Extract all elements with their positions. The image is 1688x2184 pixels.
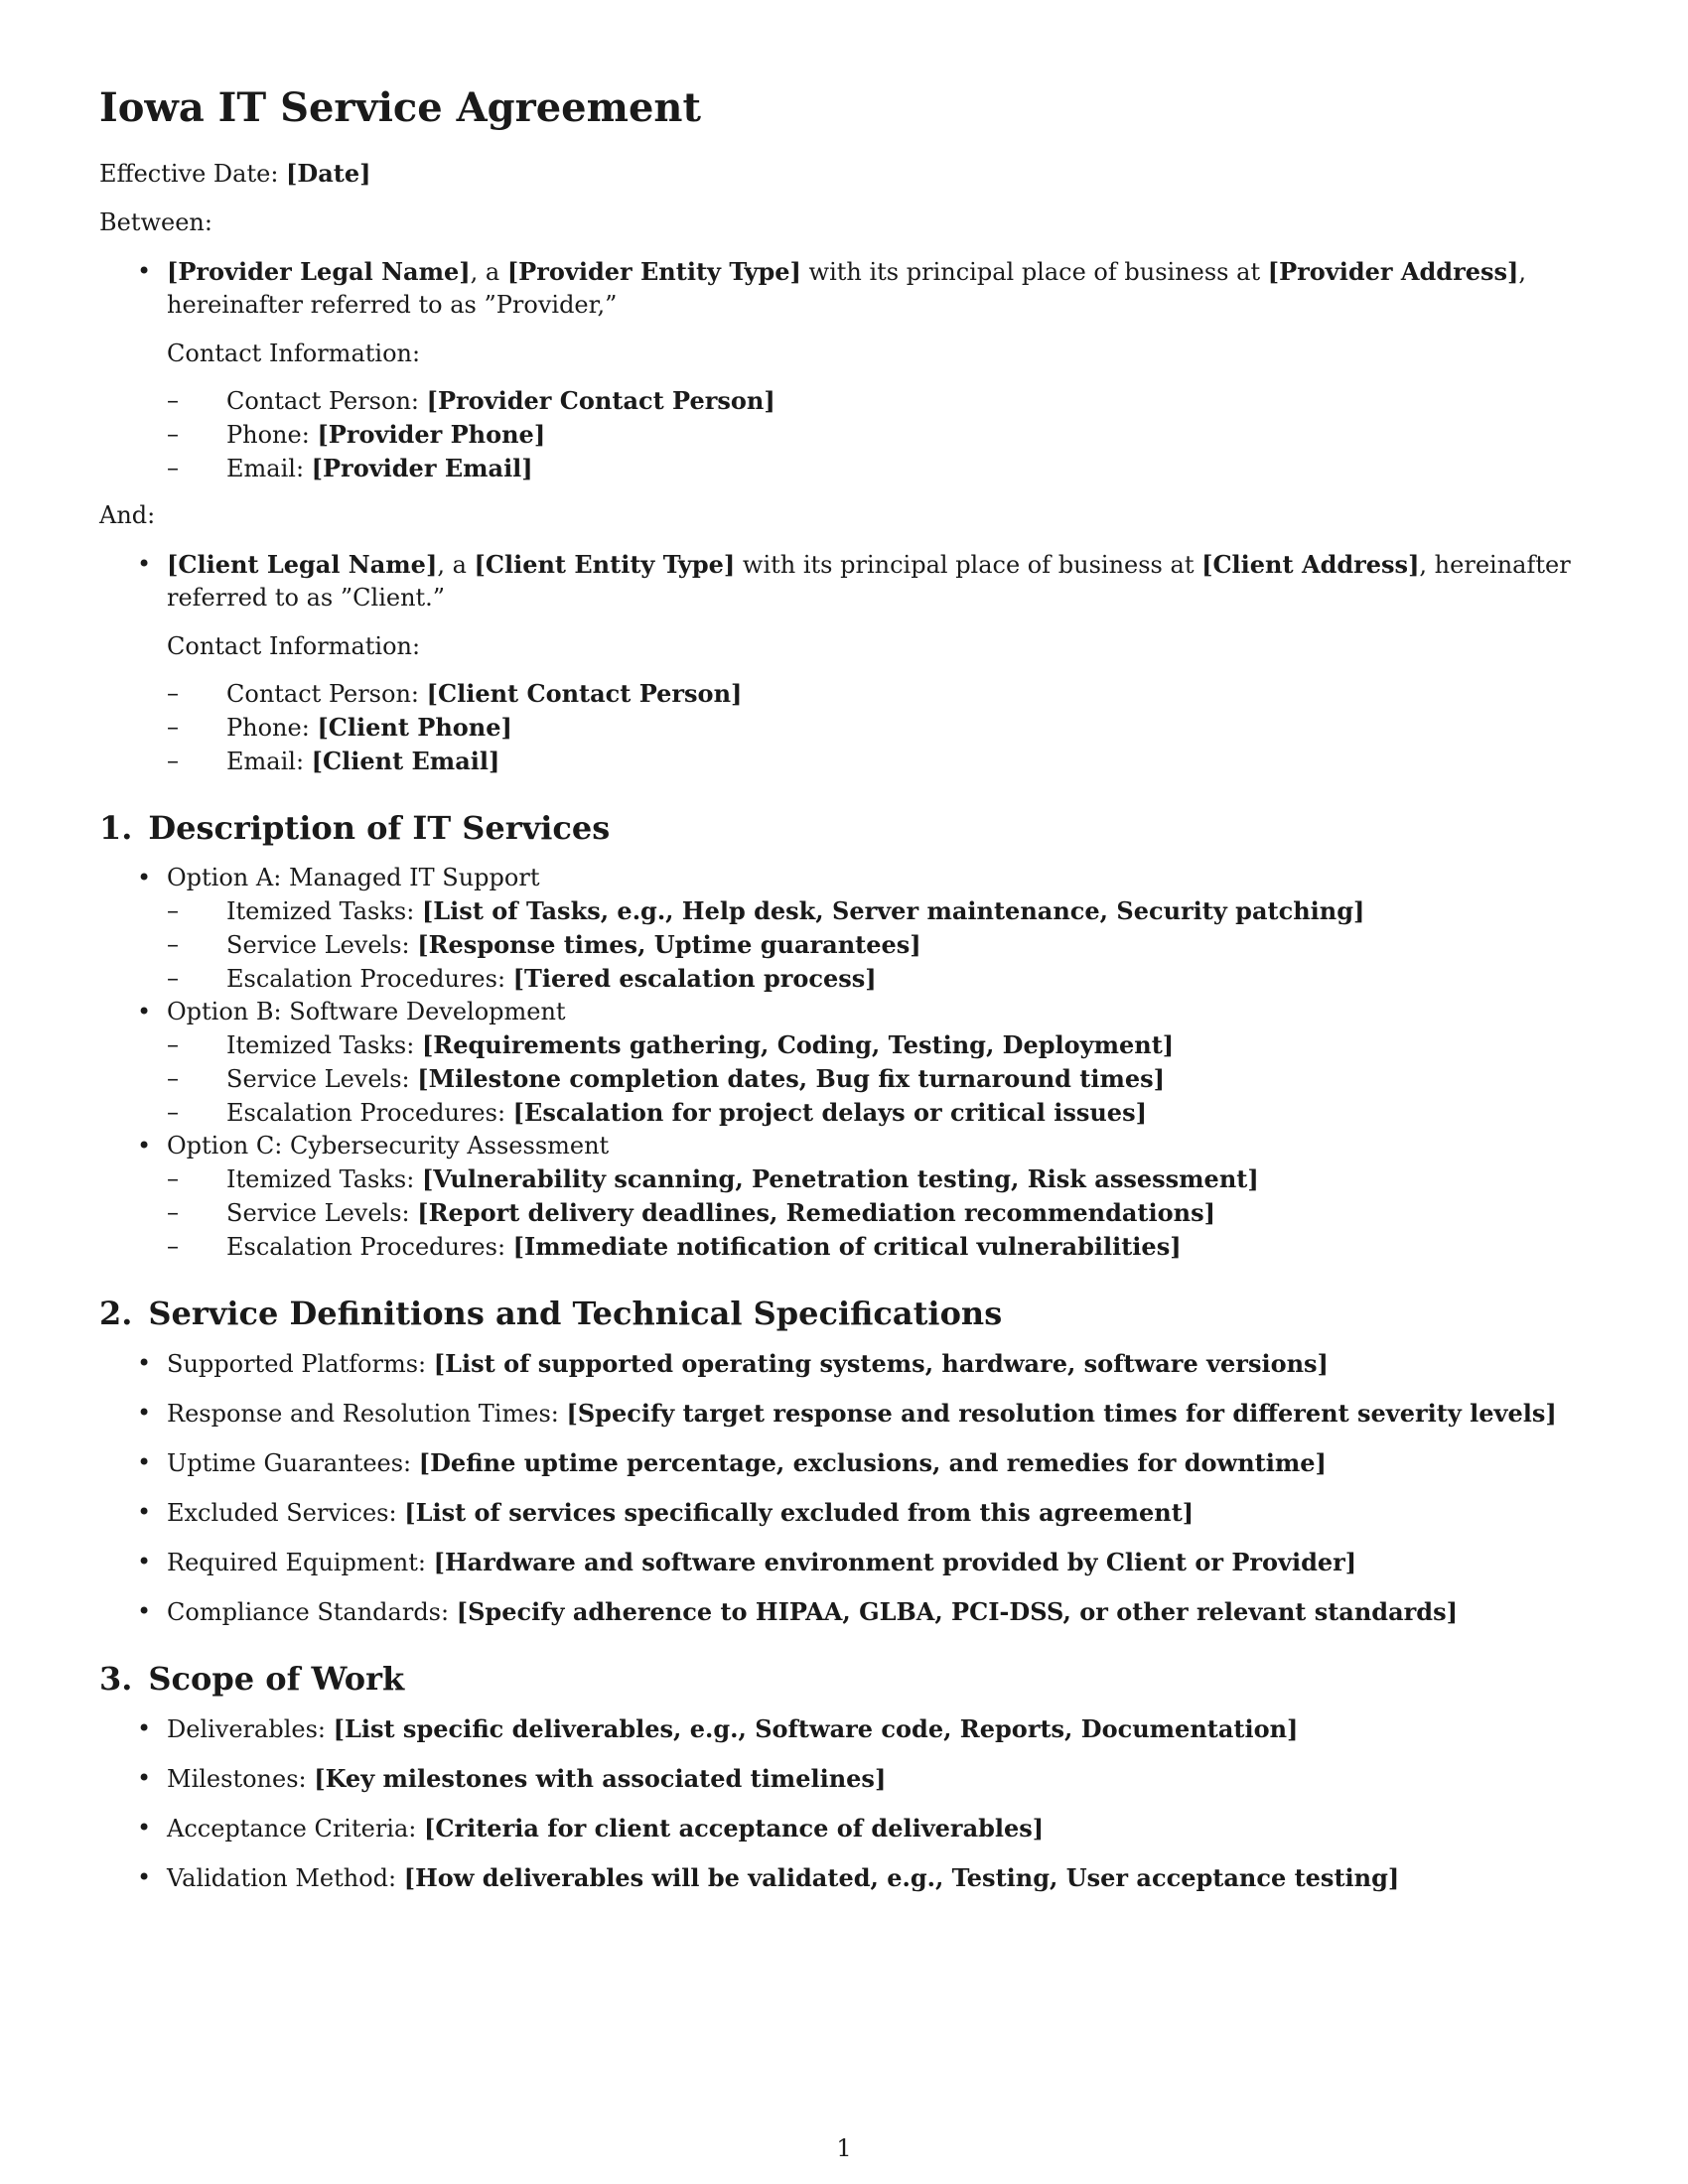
effective-date-value: [Date] <box>286 159 371 188</box>
page-number: 1 <box>836 2134 852 2162</box>
list-item <box>99 1397 1589 1431</box>
item-value: [Immediate notification of critical vulnerabilities] <box>512 1232 1182 1261</box>
option-label: • Option B: Software Development <box>167 998 566 1025</box>
item-value: [List of supported operating systems, hardware, software versions] <box>433 1349 1329 1378</box>
item-value: [Report delivery deadlines, Remediation recommendations] <box>417 1198 1215 1227</box>
client-contact-list <box>167 677 1589 778</box>
item-value: [Tiered escalation process] <box>512 964 877 993</box>
list-item <box>167 1230 1589 1264</box>
client-sep1: , a <box>437 551 475 579</box>
contact-label: Email: <box>226 748 312 775</box>
client-description <box>167 548 1589 614</box>
client-item <box>99 548 1589 778</box>
list-item <box>167 1062 1589 1096</box>
contact-value: [Client Contact Person] <box>426 679 743 708</box>
contact-value: [Provider Phone] <box>317 420 546 449</box>
client-contact-person <box>167 677 1589 711</box>
list-item <box>99 1446 1589 1480</box>
item-label: Escalation Procedures: <box>226 1099 513 1127</box>
list-item <box>99 1347 1589 1381</box>
item-value: [Specify target response and resolution times for different severity levels] <box>566 1399 1557 1428</box>
effective-date-label: Effective Date: <box>99 160 287 188</box>
client-party <box>99 548 1589 778</box>
item-label: Service Levels: <box>226 1065 418 1093</box>
section-heading-3 <box>99 1659 1589 1699</box>
list-item <box>99 1812 1589 1845</box>
contact-label: Email: <box>226 455 312 482</box>
provider-contact-list <box>167 384 1589 485</box>
item-label: Service Levels: <box>226 1199 418 1227</box>
item-label: Itemized Tasks: <box>226 897 422 925</box>
item-value: [Specify adherence to HIPAA, GLBA, PCI-DSS, or other relevant standards] <box>456 1597 1458 1626</box>
item-value: [Escalation for project delays or critical issues] <box>512 1098 1147 1127</box>
option-a <box>99 862 1589 996</box>
section-title: Description of IT Services <box>148 809 611 847</box>
option-label: • Option C: Cybersecurity Assessment <box>167 1132 610 1160</box>
item-value: [Hardware and software environment provided by Client or Provider] <box>433 1548 1357 1576</box>
item-value: [Requirements gathering, Coding, Testing, Deployment] <box>421 1030 1175 1059</box>
client-phone <box>167 711 1589 745</box>
provider-contact-label: Contact Information: <box>167 340 421 367</box>
list-item <box>99 1712 1589 1746</box>
item-label: Compliance Standards: <box>167 1598 457 1626</box>
item-value: [Define uptime percentage, exclusions, and remedies for downtime] <box>418 1448 1327 1477</box>
item-label: Escalation Procedures: <box>226 1233 513 1261</box>
item-label: Milestones: <box>167 1765 315 1793</box>
item-value: [Vulnerability scanning, Penetration testing, Risk assessment] <box>421 1164 1259 1193</box>
list-item <box>167 1028 1589 1062</box>
and-label: And: <box>99 501 156 529</box>
contact-value: [Client Phone] <box>317 713 512 742</box>
effective-date <box>99 157 1589 191</box>
item-value: [Response times, Uptime guarantees] <box>417 930 921 959</box>
list-item <box>99 1546 1589 1579</box>
client-name: [Client Legal Name] <box>167 550 438 579</box>
option-c <box>99 1130 1589 1264</box>
section-number: 2. <box>99 1295 133 1332</box>
contact-value: [Provider Email] <box>311 454 533 482</box>
item-label: Escalation Procedures: <box>226 965 513 993</box>
client-tail: , hereinafter referred to as ”Client.” <box>167 551 1571 612</box>
client-email <box>167 745 1589 778</box>
section-title: Service Definitions and Technical Specifications <box>148 1295 1003 1332</box>
item-value: [Milestone completion dates, Bug fix turnaround times] <box>417 1064 1166 1093</box>
list-item <box>167 962 1589 996</box>
provider-sep2: with its principal place of business at <box>800 258 1268 286</box>
list-item <box>99 1861 1589 1895</box>
section-heading-1 <box>99 808 1589 848</box>
list-item <box>167 1096 1589 1130</box>
item-label: Response and Resolution Times: <box>167 1400 567 1428</box>
item-value: [Key milestones with associated timelines] <box>314 1764 887 1793</box>
item-label: Uptime Guarantees: <box>167 1449 419 1477</box>
section-number: 1. <box>99 809 133 847</box>
document-page <box>99 83 1589 1911</box>
list-item <box>99 1762 1589 1796</box>
item-value: [List specific deliverables, e.g., Software code, Reports, Documentation] <box>333 1714 1299 1743</box>
client-contact-label: Contact Information: <box>167 632 421 660</box>
item-label: Itemized Tasks: <box>226 1031 422 1059</box>
provider-entity: [Provider Entity Type] <box>506 257 801 286</box>
scope-of-work-list <box>99 1712 1589 1895</box>
item-label: Acceptance Criteria: <box>167 1815 424 1843</box>
provider-description <box>167 255 1589 322</box>
item-value: [Criteria for client acceptance of deliverables] <box>424 1814 1045 1843</box>
option-label: • Option A: Managed IT Support <box>167 864 540 891</box>
contact-label: Contact Person: <box>226 387 427 415</box>
client-address: [Client Address] <box>1201 550 1420 579</box>
item-label: Itemized Tasks: <box>226 1165 422 1193</box>
option-a-items <box>167 894 1589 996</box>
item-label: Validation Method: <box>167 1864 404 1892</box>
item-label: Excluded Services: <box>167 1499 405 1527</box>
provider-item <box>99 255 1589 485</box>
list-item <box>167 1196 1589 1230</box>
provider-contact-person <box>167 384 1589 418</box>
option-b <box>99 996 1589 1130</box>
contact-value: [Client Email] <box>311 747 500 775</box>
item-value: [List of Tasks, e.g., Help desk, Server maintenance, Security patching] <box>421 896 1365 925</box>
list-item <box>167 1162 1589 1196</box>
section-heading-2 <box>99 1294 1589 1333</box>
item-value: [How deliverables will be validated, e.g., Testing, User acceptance testing] <box>403 1863 1400 1892</box>
services-options-list <box>99 862 1589 1264</box>
item-label: Service Levels: <box>226 931 418 959</box>
client-entity: [Client Entity Type] <box>474 550 736 579</box>
list-item <box>167 928 1589 962</box>
contact-label: Phone: <box>226 421 318 449</box>
provider-phone <box>167 418 1589 452</box>
option-b-items <box>167 1028 1589 1130</box>
contact-label: Contact Person: <box>226 680 427 708</box>
provider-tail: , hereinafter referred to as ”Provider,” <box>167 258 1527 319</box>
section-title: Scope of Work <box>148 1660 405 1698</box>
item-label: Deliverables: <box>167 1715 334 1743</box>
item-value: [List of services specifically excluded from this agreement] <box>404 1498 1195 1527</box>
provider-party <box>99 255 1589 485</box>
contact-label: Phone: <box>226 714 318 742</box>
between-label: Between: <box>99 208 212 236</box>
item-label: Supported Platforms: <box>167 1350 434 1378</box>
document-title: Iowa IT Service Agreement <box>99 84 701 131</box>
provider-email <box>167 452 1589 485</box>
provider-sep1: , a <box>470 258 507 286</box>
list-item <box>99 1496 1589 1530</box>
option-c-items <box>167 1162 1589 1264</box>
service-definitions-list <box>99 1347 1589 1629</box>
provider-address: [Provider Address] <box>1267 257 1519 286</box>
list-item <box>167 894 1589 928</box>
list-item <box>99 1595 1589 1629</box>
contact-value: [Provider Contact Person] <box>426 386 775 415</box>
section-number: 3. <box>99 1660 133 1698</box>
client-sep2: with its principal place of business at <box>735 551 1202 579</box>
item-label: Required Equipment: <box>167 1549 434 1576</box>
provider-name: [Provider Legal Name] <box>167 257 471 286</box>
